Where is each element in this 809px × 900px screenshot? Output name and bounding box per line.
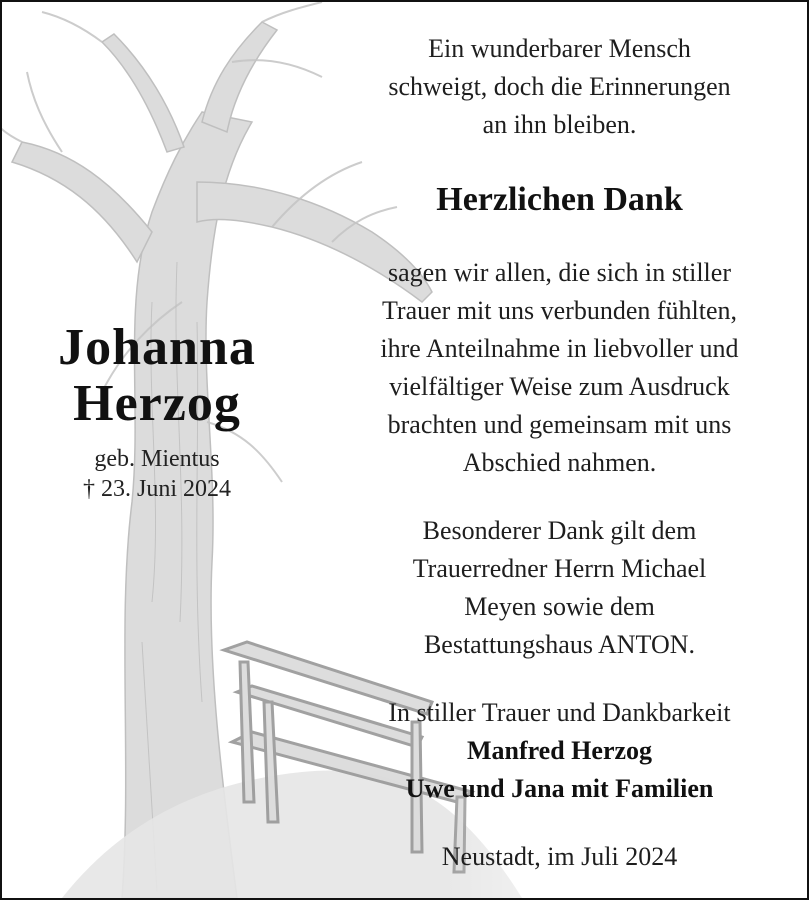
deceased-name-block [22, 320, 292, 504]
deceased-first-name: Johanna [58, 319, 256, 376]
death-date: † 23. Juni 2024 [82, 476, 231, 502]
signatory: Manfred Herzog [466, 736, 653, 765]
quote [322, 30, 797, 144]
signatory: Uwe und Jana mit Familien [405, 774, 714, 803]
thanks-line: brachten und gemeinsam mit uns [387, 410, 732, 439]
special-thanks-line: Bestattungshaus ANTON. [423, 630, 696, 659]
special-thanks-line: Besonderer Dank gilt dem [422, 516, 697, 545]
thanks-heading: Herzlichen Dank [436, 181, 683, 218]
thanks-line: ihre Anteilnahme in liebvoller und [380, 334, 739, 363]
thanks-line: vielfältiger Weise zum Ausdruck [389, 372, 730, 401]
quote-line: schweigt, doch die Erinnerungen [388, 72, 731, 101]
quote-line: an ihn bleiben. [482, 110, 637, 139]
birth-name: geb. Mientus [94, 446, 220, 472]
place-date: Neustadt, im Juli 2024 [441, 842, 678, 871]
thanks-line: sagen wir allen, die sich in stiller [388, 258, 731, 287]
closing-intro: In stiller Trauer und Dankbarkeit [388, 698, 731, 727]
closing-block [322, 694, 797, 808]
deceased-last-name: Herzog [73, 375, 241, 432]
special-thanks-line: Trauerredner Herrn Michael [412, 554, 707, 583]
thanks-line: Abschied nahmen. [462, 448, 657, 477]
quote-line: Ein wunderbarer Mensch [428, 34, 691, 63]
special-thanks-paragraph [322, 512, 797, 664]
thanks-line: Trauer mit uns verbunden fühlten, [381, 296, 738, 325]
special-thanks-line: Meyen sowie dem [464, 592, 655, 621]
thanks-paragraph [322, 254, 797, 482]
